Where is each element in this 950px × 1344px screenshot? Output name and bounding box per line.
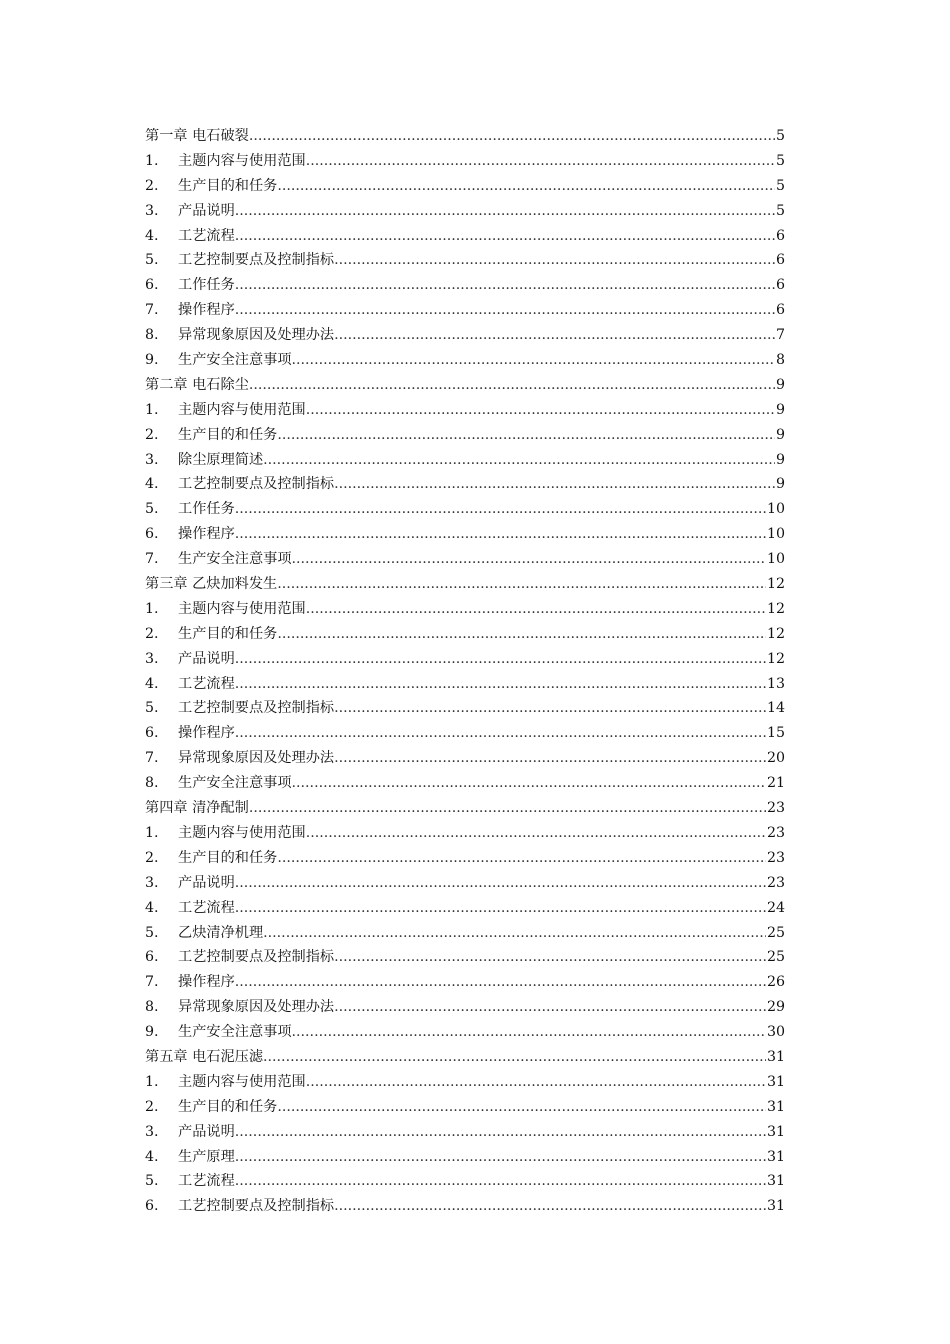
toc-entry-number: 5. — [145, 1173, 159, 1190]
toc-entry-title: 主题内容与使用范围 — [178, 1073, 306, 1090]
toc-page-number: 5 — [775, 177, 785, 194]
toc-section-entry[interactable] — [145, 348, 785, 373]
toc-entry-title: 工艺流程 — [178, 1173, 235, 1190]
toc-entry-number: 4. — [145, 476, 159, 493]
toc-section-entry[interactable] — [145, 771, 785, 796]
toc-page-number: 29 — [766, 999, 785, 1016]
toc-section-entry[interactable] — [145, 821, 785, 846]
toc-page-number: 21 — [766, 775, 785, 792]
toc-entry-title: 工艺流程 — [178, 227, 235, 244]
toc-entry-number: 2. — [145, 625, 159, 642]
toc-dot-leader — [235, 970, 766, 995]
toc-entry-number: 6. — [145, 277, 159, 294]
toc-page-number: 6 — [775, 227, 785, 244]
toc-entry-number: 5. — [145, 501, 159, 518]
toc-section-entry[interactable] — [145, 1070, 785, 1095]
toc-dot-leader — [249, 373, 775, 398]
toc-entry-title: 乙炔清净机理 — [178, 924, 264, 941]
toc-entry-title: 工作任务 — [178, 501, 235, 518]
toc-dot-leader — [277, 174, 775, 199]
toc-page-number: 31 — [766, 1048, 785, 1065]
toc-dot-leader — [334, 746, 766, 771]
toc-entry-title: 生产安全注意事项 — [178, 1024, 292, 1041]
toc-page-number: 13 — [766, 675, 785, 692]
toc-section-entry[interactable] — [145, 522, 785, 547]
toc-entry-title: 生产目的和任务 — [178, 625, 278, 642]
toc-dot-leader — [263, 448, 775, 473]
toc-page-number: 6 — [775, 252, 785, 269]
toc-dot-leader — [334, 248, 775, 273]
toc-dot-leader — [235, 298, 775, 323]
toc-page-number: 30 — [766, 1024, 785, 1041]
toc-entry-number: 3. — [145, 1123, 159, 1140]
toc-entry-title: 主题内容与使用范围 — [178, 152, 306, 169]
toc-section-entry[interactable] — [145, 696, 785, 721]
toc-entry-number: 9. — [145, 352, 159, 369]
toc-entry-number: 7. — [145, 551, 159, 568]
toc-dot-leader — [334, 1194, 766, 1219]
toc-page-number: 20 — [766, 750, 785, 767]
toc-dot-leader — [235, 199, 775, 224]
toc-section-entry[interactable] — [145, 896, 785, 921]
toc-page-number: 23 — [766, 849, 785, 866]
toc-entry-title: 工艺控制要点及控制指标 — [178, 476, 335, 493]
toc-chapter-entry[interactable] — [145, 796, 785, 821]
toc-page-number: 31 — [766, 1073, 785, 1090]
toc-section-entry[interactable] — [145, 871, 785, 896]
toc-dot-leader — [235, 1120, 766, 1145]
toc-section-entry[interactable] — [145, 1194, 785, 1219]
toc-dot-leader — [235, 896, 766, 921]
toc-entry-number: 3. — [145, 650, 159, 667]
toc-section-entry[interactable] — [145, 846, 785, 871]
toc-section-entry[interactable] — [145, 746, 785, 771]
toc-page-number: 9 — [775, 401, 785, 418]
toc-page-number: 6 — [775, 302, 785, 319]
toc-page-number: 9 — [775, 451, 785, 468]
toc-section-entry[interactable] — [145, 323, 785, 348]
toc-entry-number: 4. — [145, 1148, 159, 1165]
toc-chapter-entry[interactable] — [145, 124, 785, 149]
toc-entry-number: 2. — [145, 177, 159, 194]
toc-page-number: 8 — [775, 352, 785, 369]
toc-entry-number: 5. — [145, 924, 159, 941]
toc-entry-title: 生产安全注意事项 — [178, 551, 292, 568]
toc-entry-number: 7. — [145, 302, 159, 319]
toc-dot-leader — [277, 423, 775, 448]
toc-section-entry[interactable] — [145, 647, 785, 672]
toc-entry-title: 工艺控制要点及控制指标 — [178, 949, 335, 966]
toc-page-number: 10 — [766, 501, 785, 518]
toc-dot-leader — [292, 1020, 766, 1045]
toc-dot-leader — [235, 672, 766, 697]
toc-entry-title: 第四章 清净配制 — [145, 800, 249, 817]
toc-entry-number: 5. — [145, 700, 159, 717]
toc-entry-title: 主题内容与使用范围 — [178, 401, 306, 418]
toc-chapter-entry[interactable] — [145, 373, 785, 398]
toc-dot-leader — [292, 771, 766, 796]
toc-entry-title: 工艺流程 — [178, 899, 235, 916]
toc-entry-number: 1. — [145, 824, 159, 841]
toc-dot-leader — [235, 1145, 766, 1170]
toc-section-entry[interactable] — [145, 1145, 785, 1170]
toc-section-entry[interactable] — [145, 497, 785, 522]
toc-dot-leader — [235, 224, 775, 249]
toc-entry-number: 4. — [145, 227, 159, 244]
toc-entry-number: 1. — [145, 600, 159, 617]
toc-page-number: 26 — [766, 974, 785, 991]
toc-entry-title: 工艺控制要点及控制指标 — [178, 252, 335, 269]
toc-entry-title: 除尘原理简述 — [178, 451, 264, 468]
toc-dot-leader — [263, 921, 766, 946]
toc-entry-title: 生产目的和任务 — [178, 849, 278, 866]
toc-section-entry[interactable] — [145, 945, 785, 970]
toc-entry-title: 生产安全注意事项 — [178, 775, 292, 792]
toc-entry-title: 操作程序 — [178, 526, 235, 543]
toc-entry-title: 操作程序 — [178, 302, 235, 319]
toc-entry-title: 生产安全注意事项 — [178, 352, 292, 369]
toc-section-entry[interactable] — [145, 721, 785, 746]
toc-page-number: 6 — [775, 277, 785, 294]
toc-entry-title: 主题内容与使用范围 — [178, 824, 306, 841]
toc-dot-leader — [235, 871, 766, 896]
toc-dot-leader — [306, 398, 775, 423]
toc-page-number: 12 — [766, 625, 785, 642]
toc-page-number: 5 — [775, 128, 785, 144]
toc-entry-title: 产品说明 — [178, 202, 235, 219]
toc-entry-title: 操作程序 — [178, 725, 235, 742]
toc-page-number: 7 — [775, 327, 785, 344]
toc-entry-number: 6. — [145, 725, 159, 742]
toc-dot-leader — [306, 149, 775, 174]
toc-page-number: 5 — [775, 152, 785, 169]
toc-dot-leader — [306, 821, 766, 846]
toc-entry-title: 工艺控制要点及控制指标 — [178, 700, 335, 717]
toc-entry-title: 操作程序 — [178, 974, 235, 991]
toc-section-entry[interactable] — [145, 224, 785, 249]
toc-page-number: 31 — [766, 1123, 785, 1140]
toc-page-number: 9 — [775, 426, 785, 443]
toc-section-entry[interactable] — [145, 1120, 785, 1145]
toc-dot-leader — [334, 696, 766, 721]
toc-page-number: 12 — [766, 650, 785, 667]
toc-section-entry[interactable] — [145, 248, 785, 273]
toc-entry-number: 8. — [145, 999, 159, 1016]
toc-entry-title: 产品说明 — [178, 1123, 235, 1140]
toc-section-entry[interactable] — [145, 472, 785, 497]
toc-section-entry[interactable] — [145, 672, 785, 697]
toc-entry-title: 异常现象原因及处理办法 — [178, 327, 335, 344]
toc-page-number: 23 — [766, 800, 785, 817]
toc-page-number: 23 — [766, 874, 785, 891]
toc-entry-number: 3. — [145, 874, 159, 891]
toc-dot-leader — [334, 945, 766, 970]
toc-dot-leader — [277, 572, 766, 597]
toc-page-number: 15 — [766, 725, 785, 742]
toc-entry-number: 4. — [145, 675, 159, 692]
toc-section-entry[interactable] — [145, 1095, 785, 1120]
toc-section-entry[interactable] — [145, 1169, 785, 1194]
toc-section-entry[interactable] — [145, 273, 785, 298]
toc-entry-title: 第二章 电石除尘 — [145, 376, 249, 393]
toc-page-number: 24 — [766, 899, 785, 916]
toc-entry-number: 1. — [145, 152, 159, 169]
toc-section-entry[interactable] — [145, 921, 785, 946]
toc-page-number: 31 — [766, 1198, 785, 1215]
toc-dot-leader — [292, 348, 775, 373]
toc-entry-number: 6. — [145, 526, 159, 543]
toc-entry-number: 8. — [145, 327, 159, 344]
toc-section-entry[interactable] — [145, 423, 785, 448]
toc-dot-leader — [334, 995, 766, 1020]
toc-entry-title: 工艺控制要点及控制指标 — [178, 1198, 335, 1215]
toc-entry-number: 2. — [145, 1098, 159, 1115]
toc-dot-leader — [235, 522, 766, 547]
toc-page-number: 9 — [775, 476, 785, 493]
toc-entry-title: 生产原理 — [178, 1148, 235, 1165]
toc-entry-number: 7. — [145, 750, 159, 767]
toc-entry-number: 1. — [145, 401, 159, 418]
toc-page-number: 10 — [766, 526, 785, 543]
toc-entry-title: 工艺流程 — [178, 675, 235, 692]
toc-page-number: 31 — [766, 1098, 785, 1115]
toc-section-entry[interactable] — [145, 448, 785, 473]
toc-dot-leader — [235, 273, 775, 298]
toc-page-number: 10 — [766, 551, 785, 568]
toc-page-number: 25 — [766, 924, 785, 941]
toc-dot-leader — [306, 597, 766, 622]
toc-section-entry[interactable] — [145, 398, 785, 423]
toc-section-entry[interactable] — [145, 970, 785, 995]
toc-dot-leader — [235, 497, 766, 522]
toc-entry-number: 2. — [145, 849, 159, 866]
toc-chapter-entry[interactable] — [145, 572, 785, 597]
toc-entry-number: 1. — [145, 1073, 159, 1090]
toc-section-entry[interactable] — [145, 298, 785, 323]
toc-entry-title: 工作任务 — [178, 277, 235, 294]
toc-dot-leader — [306, 1070, 766, 1095]
toc-dot-leader — [277, 622, 766, 647]
toc-dot-leader — [249, 796, 766, 821]
toc-entry-number: 3. — [145, 202, 159, 219]
toc-entry-title: 生产目的和任务 — [178, 426, 278, 443]
toc-section-entry[interactable] — [145, 995, 785, 1020]
toc-section-entry[interactable] — [145, 149, 785, 174]
toc-page-number: 12 — [766, 576, 785, 593]
toc-entry-title: 异常现象原因及处理办法 — [178, 999, 335, 1016]
toc-entry-number: 6. — [145, 949, 159, 966]
toc-page-number: 14 — [766, 700, 785, 717]
toc-page-number: 31 — [766, 1173, 785, 1190]
toc-page-number: 9 — [775, 376, 785, 393]
toc-dot-leader — [235, 1169, 766, 1194]
toc-entry-title: 生产目的和任务 — [178, 177, 278, 194]
toc-entry-title: 第一章 电石破裂 — [145, 128, 249, 144]
toc-entry-number: 3. — [145, 451, 159, 468]
toc-section-entry[interactable] — [145, 199, 785, 224]
toc-entry-number: 6. — [145, 1198, 159, 1215]
toc-entry-number: 2. — [145, 426, 159, 443]
toc-section-entry[interactable] — [145, 547, 785, 572]
toc-entry-title: 产品说明 — [178, 650, 235, 667]
toc-page-number: 12 — [766, 600, 785, 617]
toc-dot-leader — [277, 846, 766, 871]
toc-section-entry[interactable] — [145, 597, 785, 622]
toc-dot-leader — [334, 472, 775, 497]
toc-dot-leader — [235, 721, 766, 746]
toc-entry-number: 5. — [145, 252, 159, 269]
toc-dot-leader — [235, 647, 766, 672]
toc-page-number: 31 — [766, 1148, 785, 1165]
toc-entry-title: 产品说明 — [178, 874, 235, 891]
toc-chapter-entry[interactable] — [145, 1045, 785, 1070]
toc-dot-leader — [263, 1045, 766, 1070]
toc-entry-number: 4. — [145, 899, 159, 916]
toc-dot-leader — [292, 547, 766, 572]
toc-entry-title: 异常现象原因及处理办法 — [178, 750, 335, 767]
toc-section-entry[interactable] — [145, 174, 785, 199]
toc-section-entry[interactable] — [145, 1020, 785, 1045]
toc-entry-number: 9. — [145, 1024, 159, 1041]
toc-dot-leader — [334, 323, 775, 348]
toc-dot-leader — [277, 1095, 766, 1120]
toc-entry-number: 7. — [145, 974, 159, 991]
toc-entry-title: 第三章 乙炔加料发生 — [145, 576, 278, 593]
toc-page-number: 25 — [766, 949, 785, 966]
toc-page-number: 23 — [766, 824, 785, 841]
toc-entry-title: 生产目的和任务 — [178, 1098, 278, 1115]
toc-entry-title: 主题内容与使用范围 — [178, 600, 306, 617]
toc-section-entry[interactable] — [145, 622, 785, 647]
toc-page-number: 5 — [775, 202, 785, 219]
toc-entry-number: 8. — [145, 775, 159, 792]
toc-dot-leader — [249, 124, 775, 149]
table-of-contents — [145, 124, 785, 1219]
toc-entry-title: 第五章 电石泥压滤 — [145, 1048, 264, 1065]
